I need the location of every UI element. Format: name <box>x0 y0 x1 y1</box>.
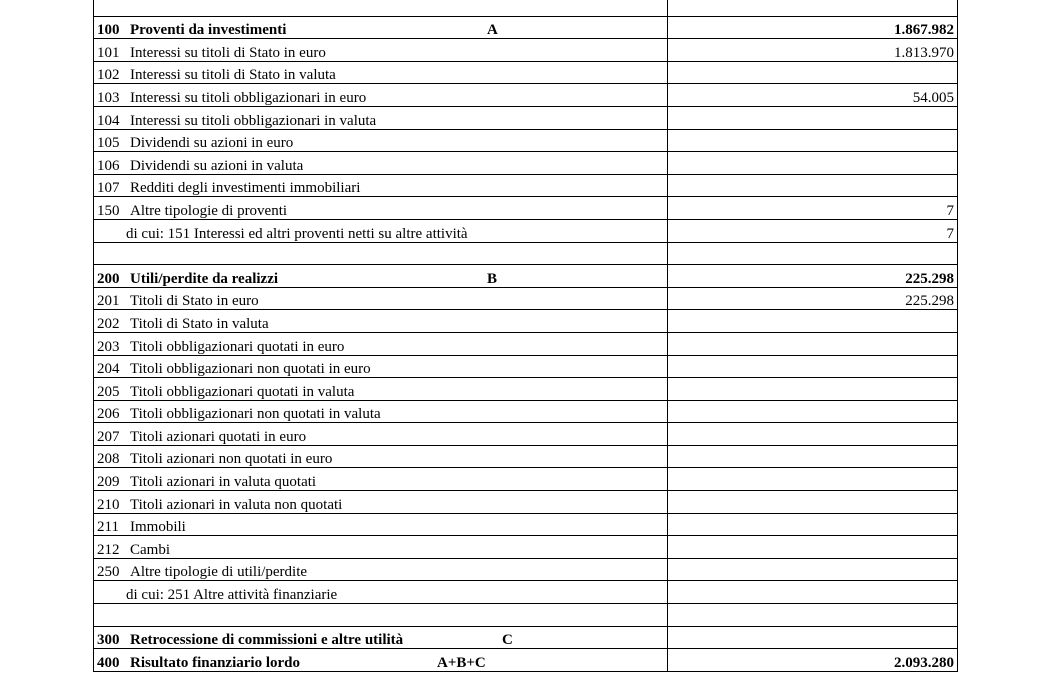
row-value <box>668 558 958 581</box>
row-description <box>97 136 664 151</box>
row-description <box>97 498 664 513</box>
row-description <box>97 68 664 83</box>
table-row <box>94 581 958 604</box>
row-code: 101 <box>97 44 120 61</box>
row-value <box>668 581 958 604</box>
row-description-cell <box>94 491 668 514</box>
table-row <box>94 106 958 129</box>
row-value: 2.093.280 <box>668 649 958 672</box>
row-value <box>668 378 958 401</box>
row-code: 206 <box>97 406 120 423</box>
table-row <box>94 491 958 514</box>
row-code: 300 <box>97 632 120 649</box>
row-label: Altre tipologie di proventi <box>130 202 288 219</box>
table-row <box>94 468 958 491</box>
row-description <box>97 114 664 129</box>
row-label: Immobili <box>130 519 186 536</box>
row-label: Interessi su titoli obbligazionari in valuta <box>130 112 377 129</box>
row-description <box>97 204 664 219</box>
row-description <box>97 407 664 422</box>
table-row <box>94 61 958 84</box>
row-description-cell <box>94 310 668 333</box>
row-code: 208 <box>97 451 120 468</box>
table-row <box>94 423 958 446</box>
table-row <box>94 84 958 107</box>
row-description <box>97 294 664 309</box>
table-row <box>94 39 958 62</box>
table-row <box>94 378 958 401</box>
row-code: 203 <box>97 338 120 355</box>
row-description <box>97 340 664 355</box>
row-description-cell <box>94 355 668 378</box>
row-value <box>668 355 958 378</box>
row-description-cell <box>94 445 668 468</box>
row-description-cell <box>94 626 668 649</box>
row-label: Titoli obbligazionari quotati in euro <box>130 338 345 355</box>
row-code: 100 <box>97 22 120 39</box>
row-value: 225.298 <box>668 265 958 288</box>
row-description-cell <box>94 174 668 197</box>
table-row <box>94 355 958 378</box>
row-code: 150 <box>97 202 120 219</box>
row-description <box>97 475 664 490</box>
row-label: Proventi da investimenti <box>130 22 287 39</box>
row-description <box>97 159 664 174</box>
row-label: Titoli di Stato in valuta <box>130 315 269 332</box>
row-label: di cui: 151 Interessi ed altri proventi netti su altre attività <box>126 225 468 242</box>
row-description-cell <box>94 423 668 446</box>
row-code: 105 <box>97 135 120 152</box>
row-description <box>97 46 664 61</box>
row-description-cell <box>94 129 668 152</box>
row-description <box>97 181 664 196</box>
table-row <box>94 604 958 627</box>
row-description <box>97 91 664 106</box>
row-description <box>97 272 664 287</box>
row-label: di cui: 251 Altre attività finanziarie <box>126 587 338 604</box>
row-description-cell <box>94 513 668 536</box>
row-value <box>668 445 958 468</box>
row-value <box>668 626 958 649</box>
row-code: 207 <box>97 428 120 445</box>
row-label: Redditi degli investimenti immobiliari <box>130 180 361 197</box>
row-code: 211 <box>97 519 119 536</box>
table-row <box>94 174 958 197</box>
table-row <box>94 400 958 423</box>
row-code: 103 <box>97 89 120 106</box>
row-label: Titoli azionari non quotati in euro <box>130 451 333 468</box>
row-label: Retrocessione di commissioni e altre utilità <box>130 632 404 649</box>
row-description-cell <box>94 536 668 559</box>
row-description-cell <box>94 332 668 355</box>
row-value <box>668 491 958 514</box>
table-row <box>94 0 958 16</box>
row-label: Titoli azionari in valuta non quotati <box>130 496 343 513</box>
row-code: 210 <box>97 496 120 513</box>
row-description-cell <box>94 581 668 604</box>
row-description <box>97 362 664 377</box>
row-value <box>668 513 958 536</box>
row-value <box>668 0 958 16</box>
row-code: 250 <box>97 564 120 581</box>
row-code: 205 <box>97 383 120 400</box>
row-value: 54.005 <box>668 84 958 107</box>
section-letter: C <box>502 632 513 649</box>
row-description <box>97 520 664 535</box>
row-description-cell <box>94 400 668 423</box>
row-description-cell <box>94 265 668 288</box>
row-label: Titoli obbligazionari non quotati in euro <box>130 361 371 378</box>
row-label: Titoli di Stato in euro <box>130 293 259 310</box>
row-description-cell <box>94 61 668 84</box>
row-code: 400 <box>97 654 120 671</box>
table-row <box>94 265 958 288</box>
row-code: 107 <box>97 180 120 197</box>
row-value: 7 <box>668 197 958 220</box>
row-label: Interessi su titoli di Stato in euro <box>130 44 326 61</box>
row-label: Interessi su titoli di Stato in valuta <box>130 67 336 84</box>
table-row <box>94 16 958 39</box>
row-value <box>668 61 958 84</box>
row-value: 1.867.982 <box>668 16 958 39</box>
section-letter: B <box>487 270 498 287</box>
row-label: Titoli obbligazionari quotati in valuta <box>130 383 355 400</box>
row-description-cell <box>94 558 668 581</box>
row-description-cell <box>94 287 668 310</box>
table-row <box>94 310 958 333</box>
row-label: Titoli azionari quotati in euro <box>130 428 307 445</box>
table-row <box>94 445 958 468</box>
row-description <box>126 588 664 603</box>
table-row <box>94 513 958 536</box>
row-description-cell <box>94 39 668 62</box>
table-row <box>94 332 958 355</box>
table-row <box>94 129 958 152</box>
row-value <box>668 152 958 175</box>
table-row <box>94 219 958 242</box>
row-value <box>668 604 958 627</box>
row-description <box>97 430 664 445</box>
row-label: Dividendi su azioni in valuta <box>130 157 304 174</box>
row-value <box>668 468 958 491</box>
row-description <box>97 543 664 558</box>
row-code: 212 <box>97 541 120 558</box>
row-description-cell <box>94 84 668 107</box>
row-description <box>97 633 664 648</box>
row-code: 200 <box>97 270 120 287</box>
table-row <box>94 558 958 581</box>
row-description <box>97 452 664 467</box>
row-label: Cambi <box>130 541 170 558</box>
row-value <box>668 400 958 423</box>
row-label: Interessi su titoli obbligazionari in euro <box>130 89 367 106</box>
financial-report-table <box>93 0 958 672</box>
row-value <box>668 423 958 446</box>
row-value: 1.813.970 <box>668 39 958 62</box>
table-row <box>94 197 958 220</box>
table-row <box>94 649 958 672</box>
row-value: 225.298 <box>668 287 958 310</box>
row-value <box>668 332 958 355</box>
row-label: Altre tipologie di utili/perdite <box>130 564 308 581</box>
row-value <box>668 536 958 559</box>
row-value <box>668 129 958 152</box>
row-value <box>668 174 958 197</box>
row-label: Titoli obbligazionari non quotati in valuta <box>130 406 381 423</box>
row-code: 104 <box>97 112 120 129</box>
row-description-cell <box>94 106 668 129</box>
row-label: Utili/perdite da realizzi <box>130 270 279 287</box>
row-value: 7 <box>668 219 958 242</box>
row-label: Titoli azionari in valuta quotati <box>130 474 317 491</box>
row-value <box>668 242 958 265</box>
table-row <box>94 626 958 649</box>
row-code: 204 <box>97 361 120 378</box>
row-code: 201 <box>97 293 120 310</box>
row-code: 209 <box>97 474 120 491</box>
table-row <box>94 152 958 175</box>
table-row <box>94 536 958 559</box>
row-description <box>126 227 664 242</box>
row-description-cell <box>94 242 668 265</box>
row-description-cell <box>94 219 668 242</box>
row-description <box>97 565 664 580</box>
row-description-cell <box>94 0 668 16</box>
row-value <box>668 106 958 129</box>
row-description-cell <box>94 604 668 627</box>
report-body <box>94 0 958 671</box>
row-description <box>97 385 664 400</box>
row-description-cell <box>94 16 668 39</box>
table-row <box>94 287 958 310</box>
row-code: 202 <box>97 315 120 332</box>
row-code: 106 <box>97 157 120 174</box>
row-description-cell <box>94 468 668 491</box>
row-description-cell <box>94 649 668 672</box>
row-description-cell <box>94 378 668 401</box>
section-letter: A <box>487 22 498 39</box>
row-label: Risultato finanziario lordo <box>130 654 301 671</box>
row-label: Dividendi su azioni in euro <box>130 135 294 152</box>
row-description <box>97 656 664 671</box>
row-description <box>97 317 664 332</box>
row-code: 102 <box>97 67 120 84</box>
row-value <box>668 310 958 333</box>
row-description-cell <box>94 197 668 220</box>
row-description <box>97 23 664 38</box>
section-letter: A+B+C <box>437 654 486 671</box>
row-description-cell <box>94 152 668 175</box>
table-row <box>94 242 958 265</box>
